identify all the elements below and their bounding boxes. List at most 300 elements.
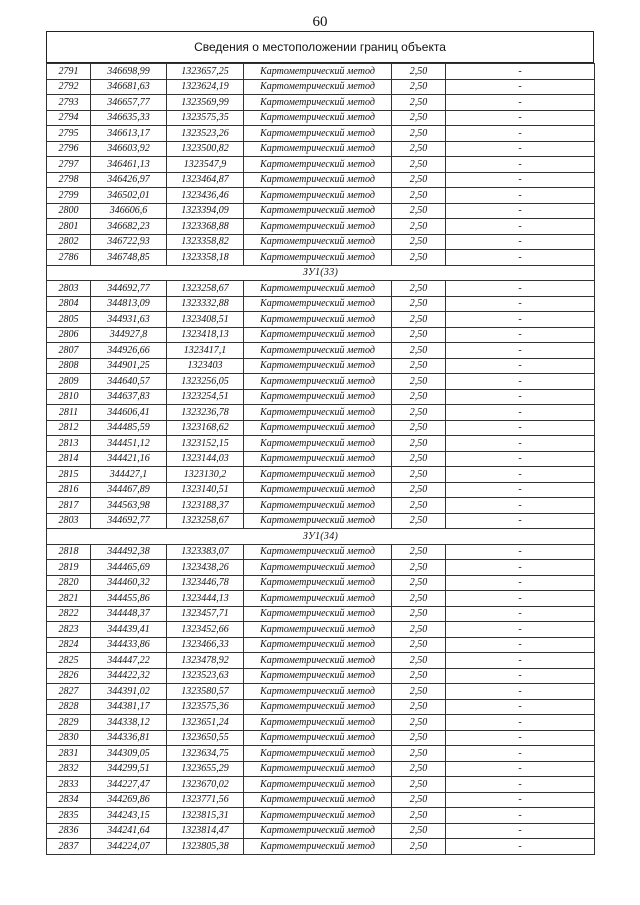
- table-row: [47, 405, 595, 421]
- description-cell: -: [446, 684, 595, 700]
- method-cell: Картометрический метод: [244, 343, 392, 359]
- accuracy-cell: 2,50: [392, 668, 446, 684]
- method-cell: Картометрический метод: [244, 591, 392, 607]
- x-coordinate-cell: 344391,02: [91, 684, 167, 700]
- point-number-cell: 2810: [47, 389, 91, 405]
- x-coordinate-cell: 344336,81: [91, 730, 167, 746]
- table-row: [47, 513, 595, 529]
- point-number-cell: 2825: [47, 653, 91, 669]
- x-coordinate-cell: 346426,97: [91, 172, 167, 188]
- method-cell: Картометрический метод: [244, 575, 392, 591]
- point-number-cell: 2834: [47, 792, 91, 808]
- y-coordinate-cell: 1323651,24: [167, 715, 244, 731]
- point-number-cell: 2822: [47, 606, 91, 622]
- point-number-cell: 2821: [47, 591, 91, 607]
- method-cell: Картометрический метод: [244, 203, 392, 219]
- page-number: 60: [312, 14, 328, 30]
- table-row: [47, 746, 595, 762]
- point-number-cell: 2835: [47, 808, 91, 824]
- description-cell: -: [446, 637, 595, 653]
- x-coordinate-cell: 344427,1: [91, 467, 167, 483]
- y-coordinate-cell: 1323575,35: [167, 110, 244, 126]
- y-coordinate-cell: 1323569,99: [167, 95, 244, 111]
- point-number-cell: 2812: [47, 420, 91, 436]
- description-cell: -: [446, 327, 595, 343]
- point-number-cell: 2815: [47, 467, 91, 483]
- table-row: [47, 389, 595, 405]
- table-row: [47, 203, 595, 219]
- description-cell: -: [446, 79, 595, 95]
- accuracy-cell: 2,50: [392, 436, 446, 452]
- y-coordinate-cell: 1323368,88: [167, 219, 244, 235]
- method-cell: Картометрический метод: [244, 808, 392, 824]
- point-number-cell: 2823: [47, 622, 91, 638]
- description-cell: -: [446, 715, 595, 731]
- point-number-cell: 2803: [47, 281, 91, 297]
- y-coordinate-cell: 1323575,36: [167, 699, 244, 715]
- accuracy-cell: 2,50: [392, 792, 446, 808]
- accuracy-cell: 2,50: [392, 839, 446, 855]
- x-coordinate-cell: 344447,22: [91, 653, 167, 669]
- table-row: [47, 110, 595, 126]
- x-coordinate-cell: 344467,89: [91, 482, 167, 498]
- section-header-row: [47, 529, 595, 545]
- description-cell: -: [446, 622, 595, 638]
- accuracy-cell: 2,50: [392, 157, 446, 173]
- x-coordinate-cell: 344422,32: [91, 668, 167, 684]
- table-row: [47, 606, 595, 622]
- y-coordinate-cell: 1323457,71: [167, 606, 244, 622]
- table-row: [47, 777, 595, 793]
- x-coordinate-cell: 346748,85: [91, 250, 167, 266]
- y-coordinate-cell: 1323523,26: [167, 126, 244, 142]
- y-coordinate-cell: 1323624,19: [167, 79, 244, 95]
- method-cell: Картометрический метод: [244, 64, 392, 80]
- point-number-cell: 2813: [47, 436, 91, 452]
- accuracy-cell: 2,50: [392, 126, 446, 142]
- method-cell: Картометрический метод: [244, 792, 392, 808]
- method-cell: Картометрический метод: [244, 823, 392, 839]
- point-number-cell: 2796: [47, 141, 91, 157]
- accuracy-cell: 2,50: [392, 622, 446, 638]
- method-cell: Картометрический метод: [244, 839, 392, 855]
- section-label: ЗУ1(34): [47, 529, 595, 545]
- y-coordinate-cell: 1323417,1: [167, 343, 244, 359]
- point-number-cell: 2837: [47, 839, 91, 855]
- x-coordinate-cell: 344439,41: [91, 622, 167, 638]
- accuracy-cell: 2,50: [392, 203, 446, 219]
- description-cell: -: [446, 467, 595, 483]
- table-row: [47, 95, 595, 111]
- x-coordinate-cell: 344460,32: [91, 575, 167, 591]
- table-row: [47, 715, 595, 731]
- point-number-cell: 2792: [47, 79, 91, 95]
- table-row: [47, 343, 595, 359]
- x-coordinate-cell: 344309,05: [91, 746, 167, 762]
- description-cell: -: [446, 777, 595, 793]
- description-cell: -: [446, 761, 595, 777]
- description-cell: -: [446, 358, 595, 374]
- x-coordinate-cell: 344692,77: [91, 281, 167, 297]
- y-coordinate-cell: 1323771,56: [167, 792, 244, 808]
- point-number-cell: 2833: [47, 777, 91, 793]
- table-row: [47, 684, 595, 700]
- table-row: [47, 668, 595, 684]
- y-coordinate-cell: 1323650,55: [167, 730, 244, 746]
- accuracy-cell: 2,50: [392, 296, 446, 312]
- point-number-cell: 2804: [47, 296, 91, 312]
- table-row: [47, 141, 595, 157]
- accuracy-cell: 2,50: [392, 172, 446, 188]
- accuracy-cell: 2,50: [392, 606, 446, 622]
- table-row: [47, 451, 595, 467]
- point-number-cell: 2830: [47, 730, 91, 746]
- point-number-cell: 2816: [47, 482, 91, 498]
- table-row: [47, 653, 595, 669]
- description-cell: -: [446, 95, 595, 111]
- y-coordinate-cell: 1323464,87: [167, 172, 244, 188]
- method-cell: Картометрический метод: [244, 296, 392, 312]
- accuracy-cell: 2,50: [392, 715, 446, 731]
- description-cell: -: [446, 234, 595, 250]
- point-number-cell: 2831: [47, 746, 91, 762]
- description-cell: -: [446, 498, 595, 514]
- method-cell: Картометрический метод: [244, 746, 392, 762]
- y-coordinate-cell: 1323657,25: [167, 64, 244, 80]
- table-row: [47, 296, 595, 312]
- x-coordinate-cell: 344485,59: [91, 420, 167, 436]
- description-cell: -: [446, 64, 595, 80]
- accuracy-cell: 2,50: [392, 281, 446, 297]
- description-cell: -: [446, 699, 595, 715]
- y-coordinate-cell: 1323655,29: [167, 761, 244, 777]
- y-coordinate-cell: 1323254,51: [167, 389, 244, 405]
- description-cell: -: [446, 560, 595, 576]
- method-cell: Картометрический метод: [244, 358, 392, 374]
- x-coordinate-cell: 344227,47: [91, 777, 167, 793]
- description-cell: -: [446, 792, 595, 808]
- x-coordinate-cell: 344901,25: [91, 358, 167, 374]
- method-cell: Картометрический метод: [244, 281, 392, 297]
- description-cell: -: [446, 188, 595, 204]
- x-coordinate-cell: 344931,63: [91, 312, 167, 328]
- point-number-cell: 2802: [47, 234, 91, 250]
- y-coordinate-cell: 1323670,02: [167, 777, 244, 793]
- point-number-cell: 2836: [47, 823, 91, 839]
- accuracy-cell: 2,50: [392, 808, 446, 824]
- table-row: [47, 622, 595, 638]
- y-coordinate-cell: 1323446,78: [167, 575, 244, 591]
- description-cell: -: [446, 808, 595, 824]
- accuracy-cell: 2,50: [392, 761, 446, 777]
- accuracy-cell: 2,50: [392, 64, 446, 80]
- method-cell: Картометрический метод: [244, 157, 392, 173]
- x-coordinate-cell: 344451,12: [91, 436, 167, 452]
- method-cell: Картометрический метод: [244, 699, 392, 715]
- description-cell: -: [446, 668, 595, 684]
- x-coordinate-cell: 344381,17: [91, 699, 167, 715]
- description-cell: -: [446, 482, 595, 498]
- coordinates-table: [46, 63, 595, 855]
- x-coordinate-cell: 346635,33: [91, 110, 167, 126]
- x-coordinate-cell: 344606,41: [91, 405, 167, 421]
- accuracy-cell: 2,50: [392, 746, 446, 762]
- section-header-row: [47, 265, 595, 281]
- description-cell: -: [446, 839, 595, 855]
- table-row: [47, 498, 595, 514]
- table-row: [47, 823, 595, 839]
- method-cell: Картометрический метод: [244, 684, 392, 700]
- table-row: [47, 792, 595, 808]
- point-number-cell: 2817: [47, 498, 91, 514]
- y-coordinate-cell: 1323478,92: [167, 653, 244, 669]
- y-coordinate-cell: 1323140,51: [167, 482, 244, 498]
- table-row: [47, 467, 595, 483]
- y-coordinate-cell: 1323256,05: [167, 374, 244, 390]
- x-coordinate-cell: 344640,57: [91, 374, 167, 390]
- description-cell: -: [446, 219, 595, 235]
- accuracy-cell: 2,50: [392, 79, 446, 95]
- table-row: [47, 420, 595, 436]
- table-row: [47, 312, 595, 328]
- accuracy-cell: 2,50: [392, 358, 446, 374]
- x-coordinate-cell: 346682,23: [91, 219, 167, 235]
- accuracy-cell: 2,50: [392, 730, 446, 746]
- table-row: [47, 358, 595, 374]
- x-coordinate-cell: 346461,13: [91, 157, 167, 173]
- y-coordinate-cell: 1323408,51: [167, 312, 244, 328]
- method-cell: Картометрический метод: [244, 544, 392, 560]
- method-cell: Картометрический метод: [244, 110, 392, 126]
- y-coordinate-cell: 1323634,75: [167, 746, 244, 762]
- accuracy-cell: 2,50: [392, 374, 446, 390]
- y-coordinate-cell: 1323466,33: [167, 637, 244, 653]
- point-number-cell: 2795: [47, 126, 91, 142]
- point-number-cell: 2818: [47, 544, 91, 560]
- x-coordinate-cell: 346603,92: [91, 141, 167, 157]
- point-number-cell: 2805: [47, 312, 91, 328]
- accuracy-cell: 2,50: [392, 451, 446, 467]
- method-cell: Картометрический метод: [244, 141, 392, 157]
- accuracy-cell: 2,50: [392, 699, 446, 715]
- point-number-cell: 2798: [47, 172, 91, 188]
- description-cell: -: [446, 296, 595, 312]
- point-number-cell: 2797: [47, 157, 91, 173]
- point-number-cell: 2832: [47, 761, 91, 777]
- description-cell: -: [446, 544, 595, 560]
- description-cell: -: [446, 606, 595, 622]
- x-coordinate-cell: 344241,64: [91, 823, 167, 839]
- accuracy-cell: 2,50: [392, 684, 446, 700]
- y-coordinate-cell: 1323452,66: [167, 622, 244, 638]
- method-cell: Картометрический метод: [244, 668, 392, 684]
- y-coordinate-cell: 1323580,57: [167, 684, 244, 700]
- method-cell: Картометрический метод: [244, 482, 392, 498]
- point-number-cell: 2807: [47, 343, 91, 359]
- y-coordinate-cell: 1323332,88: [167, 296, 244, 312]
- method-cell: Картометрический метод: [244, 234, 392, 250]
- accuracy-cell: 2,50: [392, 513, 446, 529]
- point-number-cell: 2827: [47, 684, 91, 700]
- description-cell: -: [446, 389, 595, 405]
- description-cell: -: [446, 730, 595, 746]
- description-cell: -: [446, 312, 595, 328]
- method-cell: Картометрический метод: [244, 560, 392, 576]
- table-row: [47, 730, 595, 746]
- y-coordinate-cell: 1323358,18: [167, 250, 244, 266]
- table-row: [47, 79, 595, 95]
- table-row: [47, 250, 595, 266]
- point-number-cell: 2811: [47, 405, 91, 421]
- description-cell: -: [446, 653, 595, 669]
- table-row: [47, 234, 595, 250]
- accuracy-cell: 2,50: [392, 637, 446, 653]
- description-cell: -: [446, 436, 595, 452]
- description-cell: -: [446, 110, 595, 126]
- x-coordinate-cell: 344299,51: [91, 761, 167, 777]
- table-row: [47, 219, 595, 235]
- x-coordinate-cell: 344448,37: [91, 606, 167, 622]
- x-coordinate-cell: 344692,77: [91, 513, 167, 529]
- x-coordinate-cell: 344455,86: [91, 591, 167, 607]
- method-cell: Картометрический метод: [244, 606, 392, 622]
- method-cell: Картометрический метод: [244, 637, 392, 653]
- description-cell: -: [446, 172, 595, 188]
- document-title: Сведения о местоположении границ объекта: [46, 31, 594, 63]
- x-coordinate-cell: 344926,66: [91, 343, 167, 359]
- method-cell: Картометрический метод: [244, 715, 392, 731]
- description-cell: -: [446, 374, 595, 390]
- y-coordinate-cell: 1323805,38: [167, 839, 244, 855]
- method-cell: Картометрический метод: [244, 761, 392, 777]
- point-number-cell: 2801: [47, 219, 91, 235]
- description-cell: -: [446, 746, 595, 762]
- description-cell: -: [446, 126, 595, 142]
- accuracy-cell: 2,50: [392, 327, 446, 343]
- table-row: [47, 281, 595, 297]
- x-coordinate-cell: 344338,12: [91, 715, 167, 731]
- point-number-cell: 2806: [47, 327, 91, 343]
- x-coordinate-cell: 344492,38: [91, 544, 167, 560]
- method-cell: Картометрический метод: [244, 327, 392, 343]
- accuracy-cell: 2,50: [392, 467, 446, 483]
- table-row: [47, 482, 595, 498]
- point-number-cell: 2824: [47, 637, 91, 653]
- description-cell: -: [446, 343, 595, 359]
- method-cell: Картометрический метод: [244, 420, 392, 436]
- x-coordinate-cell: 346502,01: [91, 188, 167, 204]
- accuracy-cell: 2,50: [392, 343, 446, 359]
- method-cell: Картометрический метод: [244, 312, 392, 328]
- description-cell: -: [446, 250, 595, 266]
- method-cell: Картометрический метод: [244, 730, 392, 746]
- section-label: ЗУ1(33): [47, 265, 595, 281]
- accuracy-cell: 2,50: [392, 219, 446, 235]
- table-row: [47, 637, 595, 653]
- description-cell: -: [446, 575, 595, 591]
- method-cell: Картометрический метод: [244, 405, 392, 421]
- coordinates-table-body: [47, 64, 595, 855]
- accuracy-cell: 2,50: [392, 234, 446, 250]
- x-coordinate-cell: 346698,99: [91, 64, 167, 80]
- description-cell: -: [446, 157, 595, 173]
- accuracy-cell: 2,50: [392, 575, 446, 591]
- description-cell: -: [446, 823, 595, 839]
- y-coordinate-cell: 1323815,31: [167, 808, 244, 824]
- accuracy-cell: 2,50: [392, 420, 446, 436]
- table-row: [47, 544, 595, 560]
- description-cell: -: [446, 203, 595, 219]
- x-coordinate-cell: 346681,63: [91, 79, 167, 95]
- table-row: [47, 157, 595, 173]
- description-cell: -: [446, 141, 595, 157]
- y-coordinate-cell: 1323418,13: [167, 327, 244, 343]
- x-coordinate-cell: 344243,15: [91, 808, 167, 824]
- description-cell: -: [446, 513, 595, 529]
- method-cell: Картометрический метод: [244, 219, 392, 235]
- x-coordinate-cell: 346722,93: [91, 234, 167, 250]
- method-cell: Картометрический метод: [244, 126, 392, 142]
- point-number-cell: 2808: [47, 358, 91, 374]
- description-cell: -: [446, 591, 595, 607]
- method-cell: Картометрический метод: [244, 777, 392, 793]
- table-row: [47, 808, 595, 824]
- y-coordinate-cell: 1323258,67: [167, 281, 244, 297]
- y-coordinate-cell: 1323188,37: [167, 498, 244, 514]
- point-number-cell: 2819: [47, 560, 91, 576]
- x-coordinate-cell: 344269,86: [91, 792, 167, 808]
- table-row: [47, 172, 595, 188]
- description-cell: -: [446, 420, 595, 436]
- table-row: [47, 839, 595, 855]
- point-number-cell: 2809: [47, 374, 91, 390]
- accuracy-cell: 2,50: [392, 110, 446, 126]
- x-coordinate-cell: 344637,83: [91, 389, 167, 405]
- x-coordinate-cell: 344813,09: [91, 296, 167, 312]
- method-cell: Картометрический метод: [244, 79, 392, 95]
- y-coordinate-cell: 1323130,2: [167, 467, 244, 483]
- y-coordinate-cell: 1323444,13: [167, 591, 244, 607]
- method-cell: Картометрический метод: [244, 513, 392, 529]
- document-sheet: [46, 31, 594, 855]
- x-coordinate-cell: 344224,07: [91, 839, 167, 855]
- method-cell: Картометрический метод: [244, 498, 392, 514]
- point-number-cell: 2820: [47, 575, 91, 591]
- accuracy-cell: 2,50: [392, 591, 446, 607]
- y-coordinate-cell: 1323358,82: [167, 234, 244, 250]
- accuracy-cell: 2,50: [392, 95, 446, 111]
- y-coordinate-cell: 1323438,26: [167, 560, 244, 576]
- table-row: [47, 591, 595, 607]
- accuracy-cell: 2,50: [392, 482, 446, 498]
- y-coordinate-cell: 1323436,46: [167, 188, 244, 204]
- point-number-cell: 2814: [47, 451, 91, 467]
- accuracy-cell: 2,50: [392, 498, 446, 514]
- table-row: [47, 64, 595, 80]
- y-coordinate-cell: 1323152,15: [167, 436, 244, 452]
- y-coordinate-cell: 1323814,47: [167, 823, 244, 839]
- x-coordinate-cell: 344465,69: [91, 560, 167, 576]
- table-row: [47, 575, 595, 591]
- method-cell: Картометрический метод: [244, 250, 392, 266]
- y-coordinate-cell: 1323403: [167, 358, 244, 374]
- method-cell: Картометрический метод: [244, 622, 392, 638]
- method-cell: Картометрический метод: [244, 653, 392, 669]
- method-cell: Картометрический метод: [244, 95, 392, 111]
- x-coordinate-cell: 346606,6: [91, 203, 167, 219]
- table-row: [47, 327, 595, 343]
- point-number-cell: 2800: [47, 203, 91, 219]
